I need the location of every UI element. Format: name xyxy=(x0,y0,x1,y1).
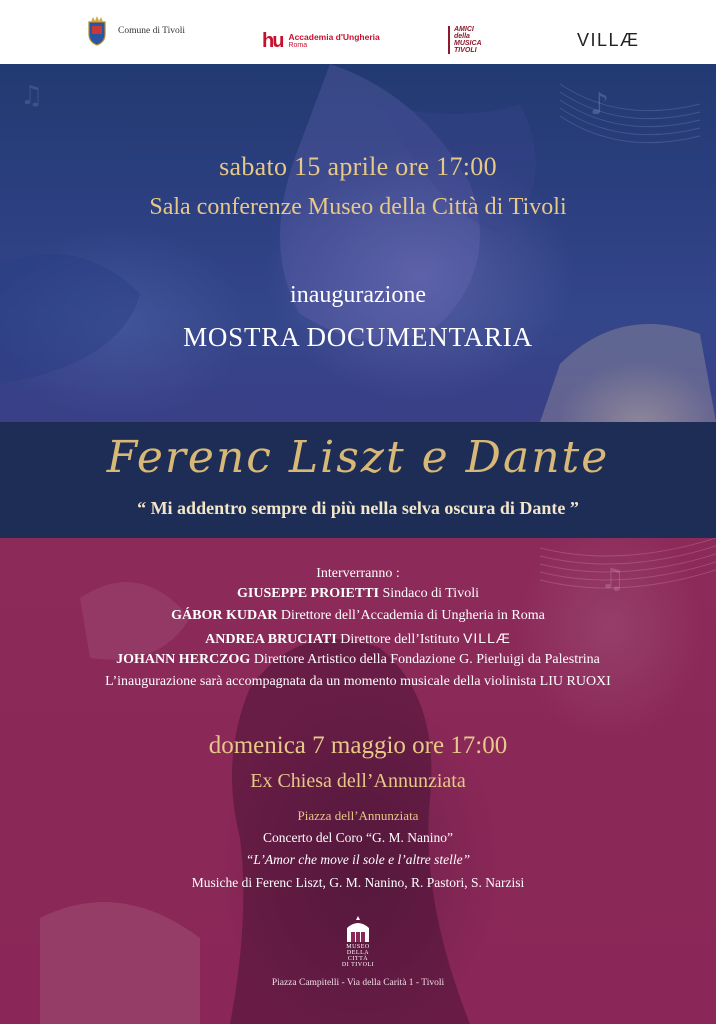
speaker-3 xyxy=(0,630,716,648)
museo-logo-line-2: DELLA CITTÀ xyxy=(346,950,370,962)
villae-logo: VILLÆ xyxy=(577,30,640,50)
speakers-intro: Interverranno : xyxy=(316,566,400,581)
speaker-1-name: GIUSEPPE PROIETTI xyxy=(237,586,379,601)
liszt-quote: “ Mi addentro sempre di più nella selva oscura di Dante ” xyxy=(137,498,579,518)
main-title: Ferenc Liszt e Dante xyxy=(106,432,610,483)
event2-square: Piazza dell’Annunziata xyxy=(297,808,419,823)
event2-concert: Concerto del Coro “G. M. Nanino” xyxy=(262,830,454,845)
amici-line-1: AMICI xyxy=(454,26,474,33)
accademia-mark-icon: hu xyxy=(262,30,283,52)
title-band xyxy=(0,422,716,538)
event2-verse: “L’Amor che move il sole e l’altre stelle” xyxy=(245,852,471,867)
speaker-3-name: ANDREA BRUCIATI xyxy=(205,632,337,647)
svg-text:♫: ♫ xyxy=(600,562,626,595)
accademia-city: Roma xyxy=(288,42,308,50)
event1-label: inaugurazione xyxy=(290,282,426,308)
event1-section xyxy=(0,64,716,422)
speaker-2-role: Direttore dell’Accademia di Ungheria in Roma xyxy=(280,608,545,623)
svg-text:♪: ♪ xyxy=(590,87,610,122)
speaker-2 xyxy=(0,608,716,624)
event1-title: MOSTRA DOCUMENTARIA xyxy=(183,322,533,352)
event1-date: sabato 15 aprile ore 17:00 xyxy=(219,152,497,181)
amici-musica-logo xyxy=(448,26,482,54)
dante-portrait-background xyxy=(0,64,716,422)
museo-logo-line-3: DI TIVOLI xyxy=(341,962,375,968)
museo-logo-line-1: MUSEO xyxy=(346,944,370,950)
accademia-logo xyxy=(262,30,380,53)
event2-music: Musiche di Ferenc Liszt, G. M. Nanino, R. Pastori, S. Narzisi xyxy=(191,875,525,890)
speaker-4 xyxy=(0,652,716,668)
speaker-3-role-suffix: VILLÆ xyxy=(463,630,511,646)
event2-venue: Ex Chiesa dell’Annunziata xyxy=(250,770,466,792)
address-footer: Piazza Campitelli - Via della Carità 1 - Tivoli xyxy=(271,978,445,988)
comune-logo xyxy=(86,16,185,46)
amici-line-3: MUSICA xyxy=(454,40,482,47)
speaker-3-role: Direttore dell’Istituto xyxy=(340,632,460,647)
accompaniment-note: L’inaugurazione sarà accompagnata da un momento musicale della violinista LIU RUOXI xyxy=(105,674,611,689)
speaker-1-role: Sindaco di Tivoli xyxy=(382,586,479,601)
event1-venue: Sala conferenze Museo della Città di Tivoli xyxy=(149,194,567,220)
event2-section xyxy=(0,538,716,1024)
museum-building-icon xyxy=(343,914,373,944)
speaker-2-name: GÁBOR KUDAR xyxy=(171,608,278,623)
amici-line-2: della xyxy=(454,33,470,40)
speaker-4-name: JOHANN HERCZOG xyxy=(116,652,251,667)
amici-line-4: TIVOLI xyxy=(454,47,477,54)
speaker-4-role: Direttore Artistico della Fondazione G. Pierluigi da Palestrina xyxy=(253,652,600,667)
coat-of-arms-icon xyxy=(86,16,108,46)
logo-bar xyxy=(0,0,716,64)
museo-logo xyxy=(338,914,378,968)
accademia-name: Accademia d'Ungheria xyxy=(288,32,380,43)
comune-label: Comune di Tivoli xyxy=(118,26,186,36)
svg-text:♫: ♫ xyxy=(20,81,44,111)
event2-date: domenica 7 maggio ore 17:00 xyxy=(208,732,508,759)
speaker-1 xyxy=(0,586,716,602)
